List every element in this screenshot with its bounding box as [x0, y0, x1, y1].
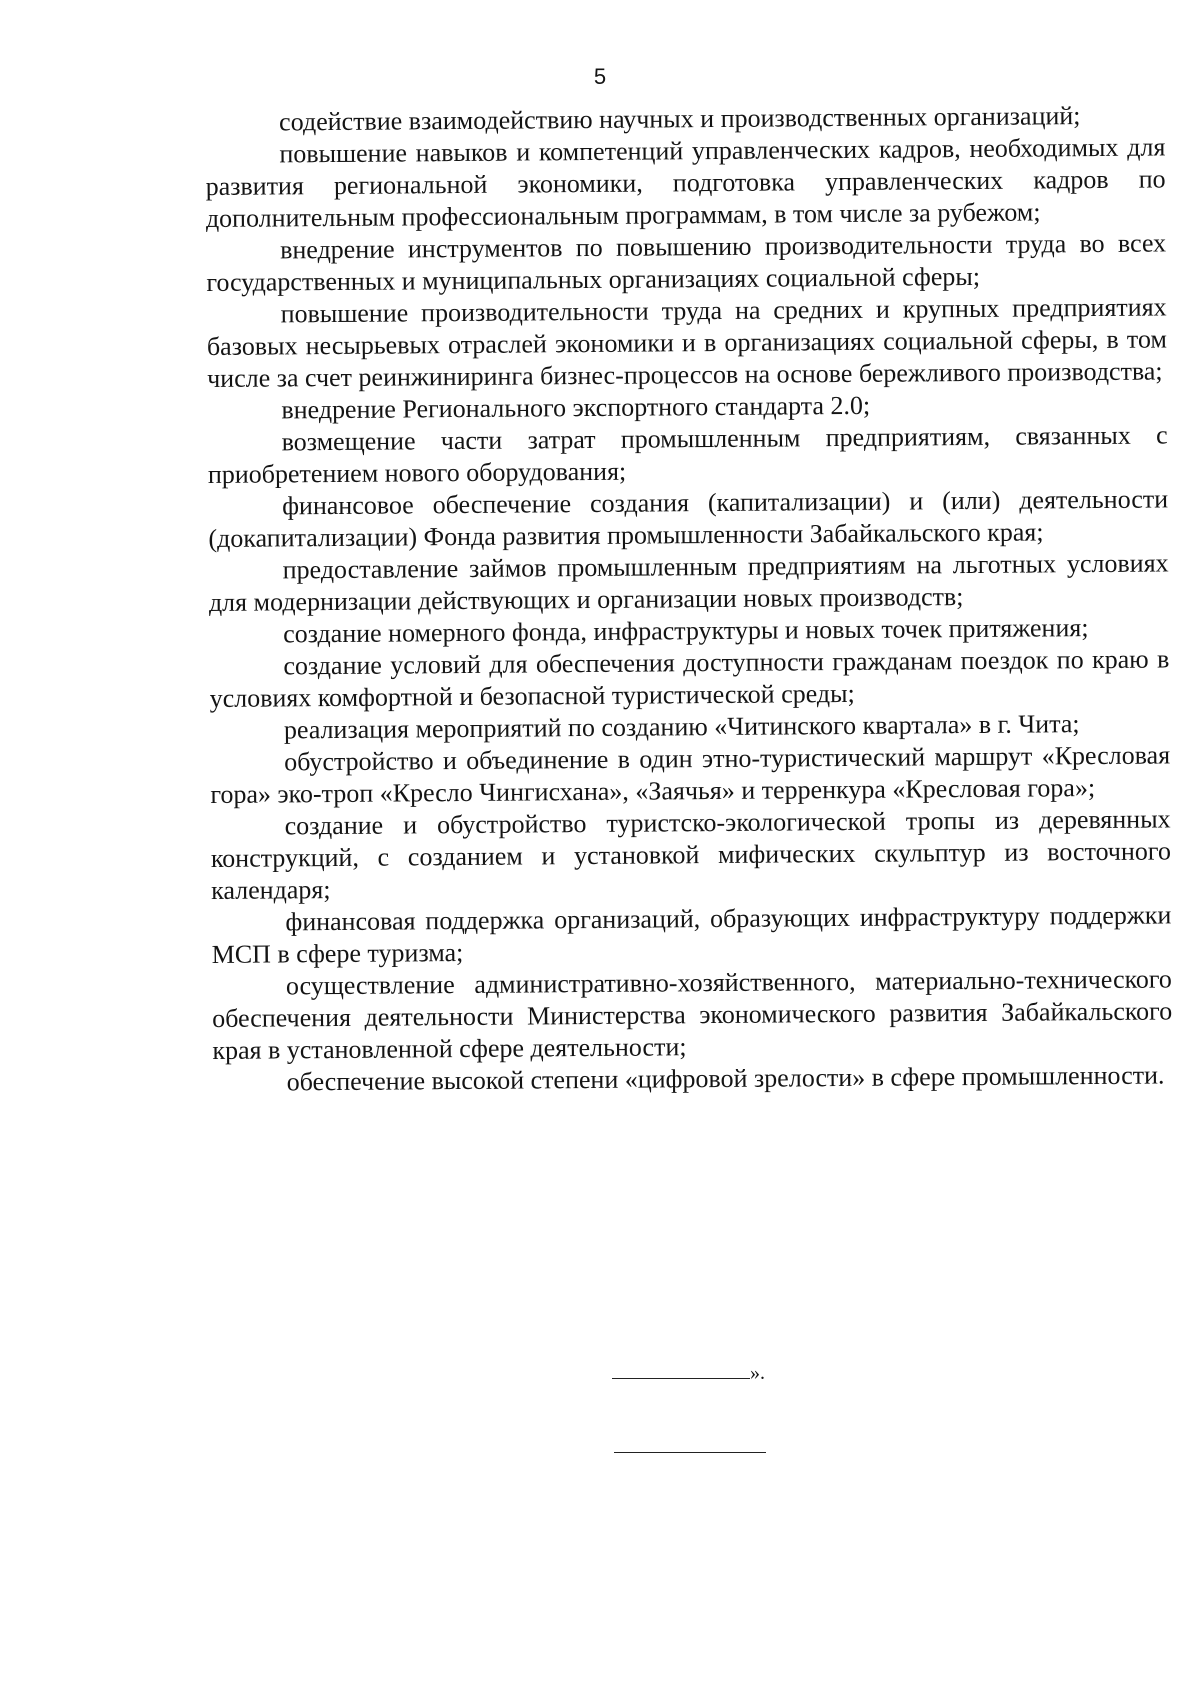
paragraph-12: обустройство и объединение в один этно-туристический маршрут «Кресловая гора» эко-троп «Кресло Чингисхана», «Заячья» и терренкура «Кресловая гора»; — [210, 740, 1171, 809]
paragraph-1: содействие взаимодействию научных и производственных организаций; — [279, 101, 1081, 137]
paragraph-14: финансовая поддержка организаций, образующих инфраструктуру поддержки МСП в сфере туризма; — [211, 900, 1172, 969]
paragraph-8: предоставление займов промышленным предприятиям на льготных условиях для модернизации действующих и организации новых производств; — [208, 548, 1169, 617]
paragraph-6: возмещение части затрат промышленным предприятиям, связанных с приобретением нового оборудования; — [207, 420, 1168, 489]
paragraph-9: создание номерного фонда, инфраструктуры и новых точек притяжения; — [283, 613, 1089, 649]
paragraph-10: создание условий для обеспечения доступности гражданам поездок по краю в условиях комфортной и безопасной туристической среды; — [209, 644, 1170, 713]
paragraph-13: создание и обустройство туристско-экологической тропы из деревянных конструкций, с созданием и установкой мифических скульптур из восточного календаря; — [210, 804, 1171, 905]
closing-underline — [612, 1378, 750, 1379]
paragraph-5: внедрение Регионального экспортного стандарта 2.0; — [281, 390, 871, 425]
closing-quote: ». — [750, 1362, 765, 1384]
paragraph-11: реализация мероприятий по созданию «Читинского квартала» в г. Чита; — [283, 709, 1080, 745]
paragraph-16: обеспечение высокой степени «цифровой зрелости» в сфере промышленности. — [286, 1060, 1165, 1097]
paragraph-4: повышение производительности труда на средних и крупных предприятиях базовых несырьевых отраслей экономики и в организациях социальной сферы, в том числе за счет реинжиниринга бизнес-процессов на основе бережливого производства; — [206, 292, 1167, 393]
closing-mark — [612, 1362, 765, 1385]
paragraph-7: финансовое обеспечение создания (капитализации) и (или) деятельности (докапитализации) Фонда развития промышленности Забайкальского края; — [208, 484, 1169, 553]
paragraph-2: повышение навыков и компетенций управленческих кадров, необходимых для развития региональной экономики, подготовка управленческих кадров по дополнительным профессиональным программам, в том числе за рубежом; — [205, 132, 1166, 233]
document-body — [205, 99, 1173, 1099]
end-separator-line — [614, 1452, 766, 1453]
paragraph-3: внедрение инструментов по повышению производительности труда во всех государственных и муниципальных организациях социальной сферы; — [206, 228, 1167, 297]
page-number: 5 — [593, 64, 607, 89]
paragraph-15: осуществление административно-хозяйственного, материально-технического обеспечения деятельности Министерства экономического развития Забайкальского края в установленной сфере деятельности; — [212, 964, 1173, 1065]
